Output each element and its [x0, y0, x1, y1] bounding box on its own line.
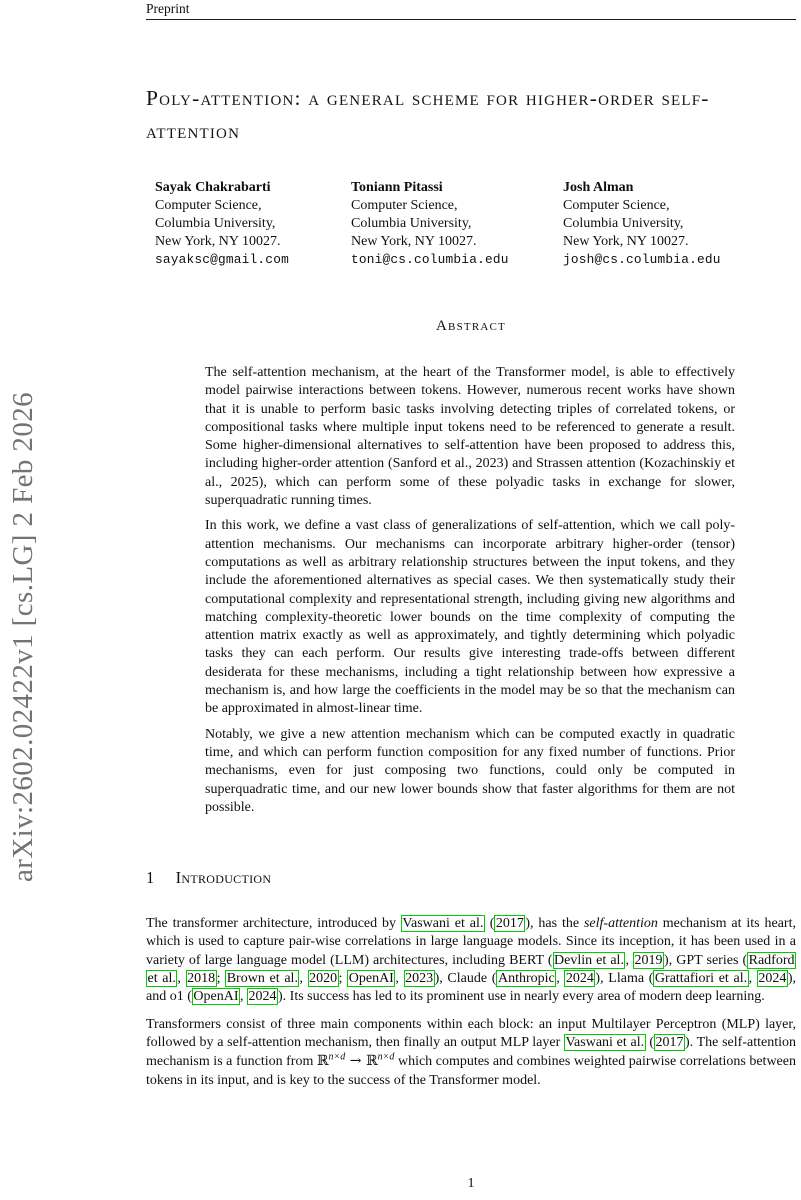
- author-affiliation-line: Computer Science,: [563, 198, 670, 213]
- citation-link[interactable]: 2024: [758, 971, 787, 987]
- author-name: Josh Alman: [563, 180, 634, 195]
- math-superscript: n×d: [328, 1051, 346, 1063]
- citation-link[interactable]: 2018: [187, 971, 216, 987]
- author-affiliation-line: Columbia University,: [155, 216, 276, 231]
- intro-paragraph: Transformers consist of three main components within each block: an input Multilayer Perceptron (MLP) layer, followed by a self-attention mechanism, then finally an output MLP layer Vaswani et al. ( 2017 ). The self-attention mechanism is a function from ℝ$^{n\times d}$ → ℝ$^{n\times d}$ which computes and combines weighted pairwise correlations between tokens in its input, and is key to the success of the Transformer model.: [146, 1016, 796, 1088]
- citation-link[interactable]: 2023: [405, 971, 434, 987]
- author-card: [563, 179, 796, 269]
- math-text: ℝ: [316, 1053, 329, 1070]
- citation-link[interactable]: Vaswani et al.: [402, 916, 484, 932]
- author-name: Sayak Chakrabarti: [155, 180, 271, 195]
- abstract-heading: Abstract: [436, 318, 506, 334]
- authors-block: [146, 179, 796, 269]
- citation-link[interactable]: Vaswani et al.: [565, 1034, 645, 1050]
- math-superscript: n×d: [377, 1051, 395, 1063]
- citation-link[interactable]: Devlin et al.: [554, 952, 624, 968]
- author-affiliation-line: Columbia University,: [563, 216, 684, 231]
- citation-link[interactable]: 2024: [565, 971, 594, 987]
- math-text: →: [345, 1053, 367, 1070]
- abstract-body: [205, 364, 735, 817]
- math-text: ℝ: [366, 1053, 378, 1070]
- section-number: 1: [146, 868, 155, 888]
- author-email: sayaksc@gmail.com: [155, 252, 289, 267]
- author-affiliation-line: New York, NY 10027.: [351, 234, 477, 249]
- abstract-paragraph: In this work, we define a vast class of generalizations of self-attention, which we call poly-attention mechanisms. Our mechanisms can incorporate arbitrary higher-order (tensor) computations as well as arbitrary relationship structures between the input tokens, and they include the aforementioned alternatives as special cases. We then systematically study their computational complexity and representational strength, including giving new algorithms and matching complexity-theoretic lower bounds on the time complexity of computing the attention matrix exactly as well as approximately, and tightly determining which polyadic tasks they can each perform. Our results give interesting trade-offs between different desiderata for these mechanisms, including a tight relationship between how expressive a mechanism is, and how large the coefficients in the model may be so that the mechanism can be approximated in almost-linear time.: [205, 518, 735, 717]
- citation-link[interactable]: Grattafiori et al.: [654, 971, 748, 987]
- citation-link[interactable]: 2024: [248, 989, 277, 1005]
- preprint-label: Preprint: [146, 1, 190, 16]
- citation-link[interactable]: Radford et al.: [147, 952, 795, 987]
- emphasis-text: self-attention: [583, 916, 658, 932]
- citation-link[interactable]: 2020: [309, 971, 338, 987]
- abstract-paragraph: Notably, we give a new attention mechanism which can be computed exactly in quadratic time, and which can perform function composition for any fixed number of functions. Prior mechanisms, even for just composing two functions, could only be computed in superquadratic time, and our new lower bounds show that faster algorithms for them are not possible.: [205, 726, 735, 815]
- preprint-header: [146, 0, 796, 20]
- author-email: josh@cs.columbia.edu: [563, 252, 721, 267]
- page-number: 1: [467, 1176, 475, 1191]
- arxiv-watermark: arXiv:2602.02422v1 [cs.LG] 2 Feb 2026: [7, 391, 39, 882]
- author-affiliation-line: Columbia University,: [351, 216, 472, 231]
- citation-link[interactable]: Brown et al.: [226, 971, 298, 987]
- section-heading-introduction: [146, 868, 796, 888]
- author-affiliation-line: Computer Science,: [351, 198, 458, 213]
- section-title: Introduction: [175, 868, 272, 888]
- paper-title: Poly-attention: a general scheme for higher-order self-attention: [146, 86, 710, 143]
- author-card: [351, 179, 563, 269]
- citation-link[interactable]: OpenAI: [193, 989, 239, 1005]
- author-affiliation-line: New York, NY 10027.: [563, 234, 689, 249]
- author-affiliation-line: Computer Science,: [155, 198, 262, 213]
- author-card: [155, 179, 351, 269]
- citation-link[interactable]: 2019: [634, 952, 663, 968]
- author-email: toni@cs.columbia.edu: [351, 252, 509, 267]
- page-content: [146, 0, 796, 1090]
- abstract-paragraph: The self-attention mechanism, at the heart of the Transformer model, is able to effectively model pairwise interactions between tokens. However, numerous recent works have shown that it is unable to perform basic tasks involving detecting triples of correlated tokens, or compositional tasks where multiple input tokens need to be referenced to generate a result. Some higher-dimensional alternatives to self-attention have been proposed to address this, including higher-order attention (Sanford et al., 2023) and Strassen attention (Kozachinskiy et al., 2025), which can perform some of these polyadic tasks in exchange for slower, superquadratic running times.: [205, 365, 735, 509]
- citation-link[interactable]: 2017: [495, 916, 524, 932]
- author-name: Toniann Pitassi: [351, 180, 443, 195]
- intro-paragraph: The transformer architecture, introduced by Vaswani et al. ( 2017 ), has the self-attention mechanism at its heart, which is used to capture pair-wise correlations in large language models. Since its inception, it has been used in a variety of large language model (LLM) architectures, including BERT ( Devlin et al. , 2019 ), GPT series ( Radford et al. , 2018 ; Brown et al. , 2020 ; OpenAI , 2023 ), Claude ( Anthropic , 2024 ), Llama ( Grattafiori et al. , 2024 ), and o1 ( OpenAI , 2024 ). Its success has led to its prominent use in nearly every area of modern deep learning.: [146, 916, 796, 1005]
- citation-link[interactable]: OpenAI: [348, 971, 394, 987]
- citation-link[interactable]: 2017: [655, 1034, 684, 1050]
- author-affiliation-line: New York, NY 10027.: [155, 234, 281, 249]
- citation-link[interactable]: Anthropic: [497, 971, 555, 987]
